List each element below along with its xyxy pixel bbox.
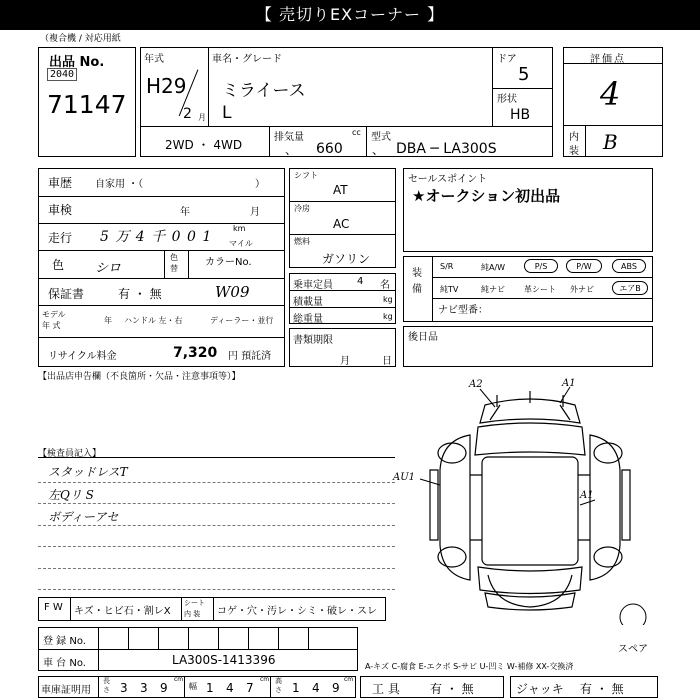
dealer-notes-label: 【出品店申告欄（不良箇所・欠品・注意事項等）】: [38, 372, 241, 382]
door-value: 5: [518, 64, 530, 85]
year-month: 2: [183, 106, 192, 122]
name-label: 車名・グレード: [212, 54, 282, 65]
grade: L: [222, 103, 232, 123]
shape-label: 形状: [497, 94, 517, 105]
navi-model-label: ナビ型番：: [438, 305, 488, 316]
type-value: DBA ─ LA300S: [396, 141, 497, 157]
year-era: H29: [146, 74, 187, 98]
door-label: ドア: [497, 54, 517, 65]
airbag-circled: エアB: [612, 281, 648, 295]
displacement-value: 660: [316, 141, 343, 157]
lot-number: 71147: [47, 90, 127, 119]
color-change-label: 色替: [170, 253, 178, 273]
inspector-note-2: 左Qリ S: [48, 488, 94, 502]
displacement-label: 排気量: [274, 132, 304, 143]
fuel-value: ガソリン: [322, 252, 371, 266]
spare-label: スペア: [618, 644, 648, 655]
ac-value: AC: [333, 217, 350, 231]
warranty-value: 有 ・ 無: [118, 287, 162, 301]
top-note: （複合機 / 対応用紙: [40, 34, 121, 44]
damage-a1-top: A1: [562, 378, 576, 389]
after-fit-frame: [403, 326, 653, 367]
inspector-note-1: スタッドレスT: [48, 465, 128, 479]
pw-circled: P/W: [566, 259, 602, 273]
color-code: W09: [215, 283, 250, 301]
recycle-label: リサイクル料金: [48, 351, 117, 362]
color-code-label: カラーNo.: [205, 257, 252, 268]
fw-value: キズ・ヒビ石・割レX: [74, 606, 171, 617]
mileage-label: 走行: [48, 231, 73, 245]
history-label: 車歴: [48, 176, 73, 190]
handle-side: ハンドル 左・右: [124, 316, 183, 325]
history-value: 自家用 ・（: [95, 179, 144, 190]
ps-circled: P/S: [524, 259, 558, 273]
lot-label: 出品 No.: [49, 55, 105, 70]
damage-a2: A2: [469, 379, 483, 390]
abs-circled: ABS: [612, 259, 646, 273]
shape-value: HB: [510, 107, 531, 123]
year-label: 年式: [144, 54, 164, 65]
mileage-value: 5 万 4 千 0 0 1: [100, 229, 213, 245]
chassis-label: 車 台 No.: [43, 658, 86, 669]
color-value: シロ: [95, 261, 122, 276]
warranty-label: 保証書: [48, 287, 85, 301]
color-label: 色: [52, 258, 65, 272]
tools-label: 工 具: [372, 682, 400, 696]
tools-value: 有 ・ 無: [430, 682, 474, 696]
jack-value: 有 ・ 無: [580, 682, 624, 696]
damage-au1: AU1: [393, 472, 416, 483]
inspection-label: 車検: [48, 203, 73, 217]
lot-stamp: 2040: [47, 68, 77, 81]
dealer-import: ディーラー・並行: [210, 316, 274, 325]
equipment-label: 装備: [412, 268, 422, 295]
shift-value: AT: [333, 183, 348, 197]
banner: 【 売切りEXコーナー 】: [0, 0, 700, 30]
chassis-value: LA300S-1413396: [172, 653, 276, 667]
type-label: 型式: [371, 132, 391, 143]
model-name: ミライース: [222, 81, 306, 101]
car-damage-diagram: [400, 375, 670, 625]
interior-score: B: [603, 130, 618, 154]
rating-label: 評価点: [590, 54, 626, 65]
damage-legend: A-キズ C-腐食 E-エクボ S-サビ U-凹ミ W-補修 XX-交換済: [365, 662, 574, 671]
capacity-value: 4: [357, 276, 364, 287]
recycle-value: 7,320: [173, 345, 218, 361]
seat-value: コゲ・穴・汚レ・シミ・破レ・スレ: [217, 606, 377, 617]
sales-point-value: ★オークション初出品: [412, 187, 561, 205]
inspector-note-3: ボディーアセ: [48, 510, 119, 524]
inspector-label: 【検査員記入】: [38, 449, 102, 459]
drive-type: 2WD ・ 4WD: [165, 138, 243, 152]
jack-label: ジャッキ: [516, 682, 564, 696]
damage-a1-side: A1: [580, 490, 594, 501]
registration-label: 登 録 No.: [43, 636, 86, 647]
lot-box: [38, 47, 136, 157]
rating-score: 4: [600, 75, 621, 113]
